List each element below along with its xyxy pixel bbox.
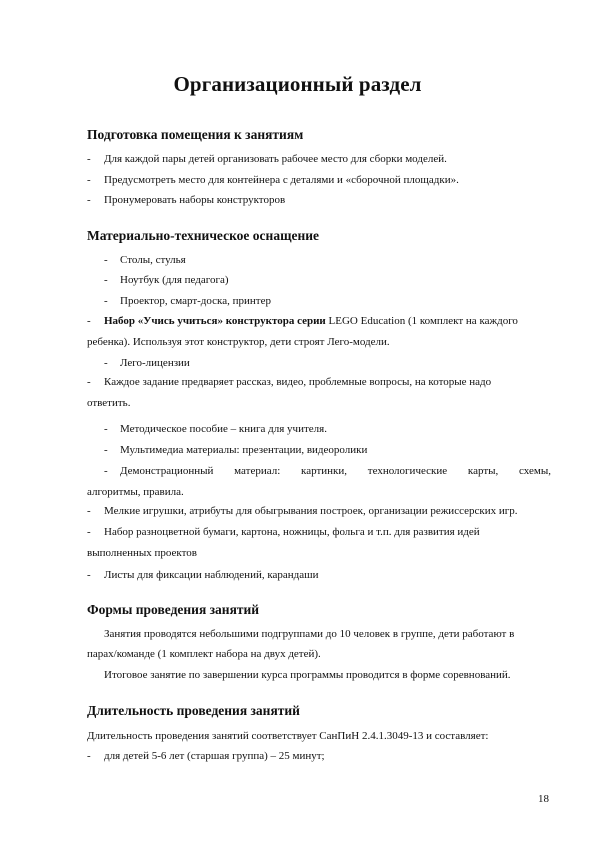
bullet-dash: -: [87, 505, 91, 517]
bullet-dash: -: [87, 750, 91, 762]
paragraph: Итоговое занятие по завершении курса программы проводится в форме соревнований.: [104, 669, 511, 681]
bullet-dash: -: [104, 274, 108, 286]
list-item: Мелкие игрушки, атрибуты для обыгрывания построек, организации режиссерских игр.: [104, 505, 518, 517]
list-item: Столы, стулья: [120, 254, 186, 266]
bullet-dash: -: [87, 376, 91, 388]
page-number: 18: [538, 793, 549, 805]
page-title: Организационный раздел: [173, 72, 422, 96]
list-item: Ноутбук (для педагога): [120, 274, 229, 286]
heading-duration: Длительность проведения занятий: [87, 703, 300, 718]
list-item-lego-set: [104, 315, 518, 328]
list-item: Набор разноцветной бумаги, картона, ножницы, фольга и т.п. для развития идей: [104, 526, 480, 538]
bullet-dash: -: [104, 423, 108, 435]
paragraph-continuation: парах/команде (1 комплект набора на двух детей).: [87, 648, 321, 660]
paragraph: Длительность проведения занятий соответствует СанПиН 2.4.1.3049-13 и составляет:: [87, 730, 489, 742]
list-item: Демонстрационный материал: картинки, технологические карты, схемы,: [120, 465, 551, 477]
bullet-dash: -: [104, 465, 108, 477]
bullet-dash: -: [87, 315, 91, 327]
list-item: Методическое пособие – книга для учителя.: [120, 423, 327, 435]
list-item: Для каждой пары детей организовать рабочее место для сборки моделей.: [104, 153, 447, 165]
list-item: Листы для фиксации наблюдений, карандаши: [104, 569, 319, 581]
list-item-continuation: выполненных проектов: [87, 547, 197, 559]
bullet-dash: -: [87, 569, 91, 581]
list-item: Пронумеровать наборы конструкторов: [104, 194, 286, 206]
bullet-dash: -: [104, 444, 108, 456]
heading-room-preparation: Подготовка помещения к занятиям: [87, 127, 304, 142]
bullet-dash: -: [104, 357, 108, 369]
heading-forms: Формы проведения занятий: [87, 602, 260, 617]
paragraph: Занятия проводятся небольшими подгруппами до 10 человек в группе, дети работают в: [104, 628, 515, 640]
list-item: Проектор, смарт-доска, принтер: [120, 295, 271, 307]
heading-equipment: Материально-техническое оснащение: [87, 228, 320, 243]
bullet-dash: -: [87, 526, 91, 538]
list-item-continuation: ответить.: [87, 397, 131, 409]
lego-set-bold-text: Набор «Учись учиться» конструктора серии: [104, 315, 326, 327]
list-item-continuation: ребенка). Используя этот конструктор, дети строят Лего-модели.: [87, 336, 390, 348]
lego-set-text: LEGO Education (1 комплект на каждого: [325, 315, 518, 327]
list-item: для детей 5-6 лет (старшая группа) – 25 минут;: [104, 750, 325, 762]
list-item: Лего-лицензии: [120, 357, 190, 369]
bullet-dash: -: [87, 174, 91, 186]
list-item-continuation: алгоритмы, правила.: [87, 486, 184, 498]
bullet-dash: -: [87, 194, 91, 206]
list-item: Мультимедиа материалы: презентации, видеоролики: [120, 444, 368, 456]
bullet-dash: -: [104, 295, 108, 307]
list-item: Каждое задание предваряет рассказ, видео, проблемные вопросы, на которые надо: [104, 376, 492, 388]
bullet-dash: -: [87, 153, 91, 165]
list-item: Предусмотреть место для контейнера с деталями и «сборочной площадки».: [104, 174, 459, 186]
bullet-dash: -: [104, 254, 108, 266]
